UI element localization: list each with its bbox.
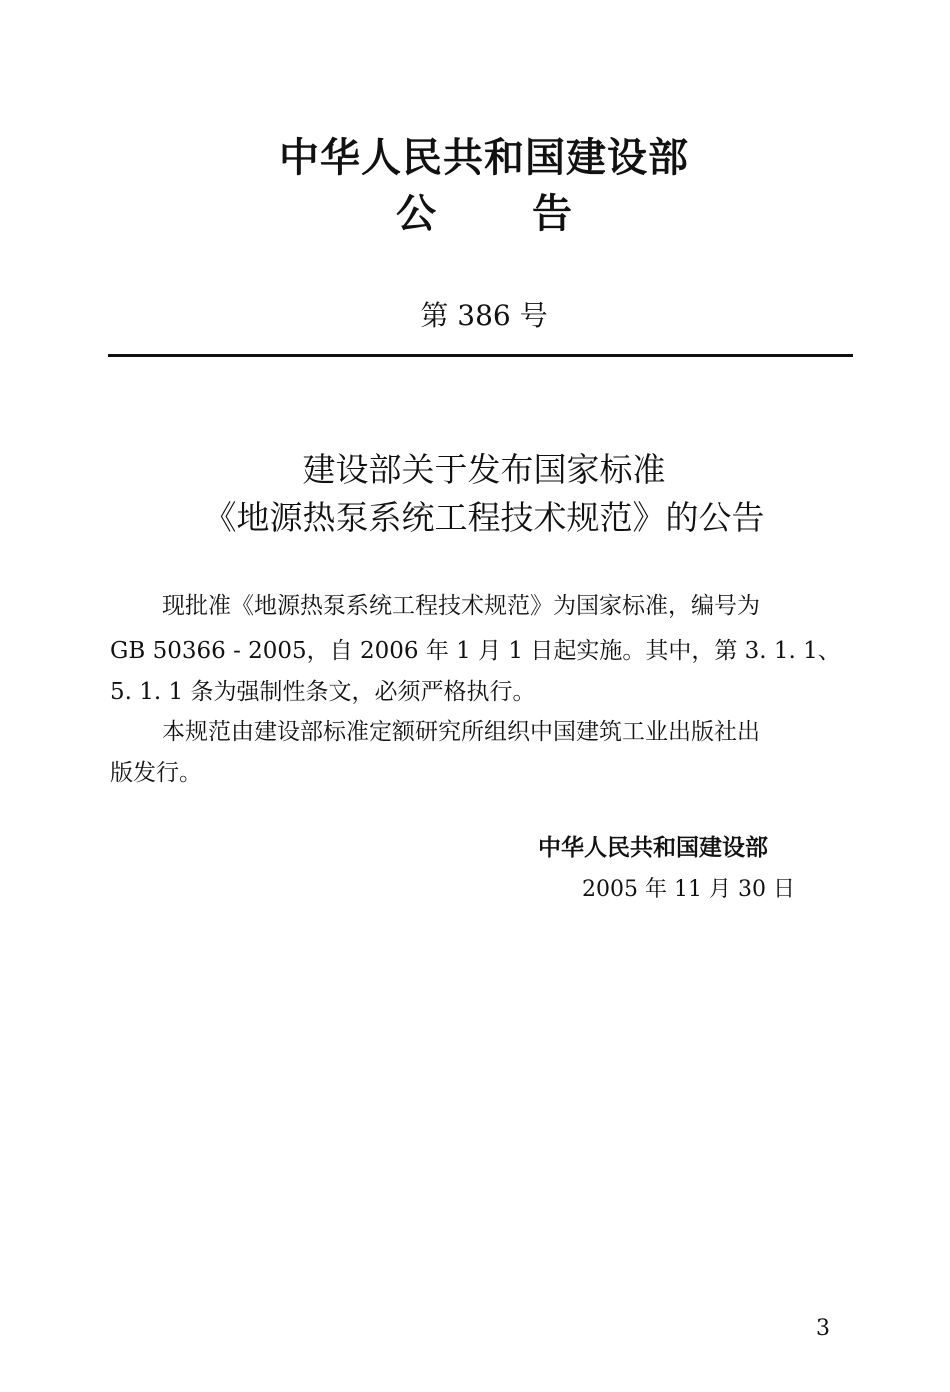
body-paragraph-2-line-2: 版发行。	[110, 760, 202, 786]
body-paragraph-1-line-1: 现批准《地源热泵系统工程技术规范》为国家标准，编号为	[162, 593, 760, 619]
signature-organization: 中华人民共和国建设部	[538, 835, 768, 861]
body-paragraph-2-line-1: 本规范由建设部标准定额研究所组织中国建筑工业出版社出	[162, 719, 760, 745]
signature-date: 2005 年 11 月 30 日	[582, 877, 795, 902]
notice-heading: 公告	[396, 191, 668, 237]
subject-line-1: 建设部关于发布国家标准	[302, 450, 666, 489]
ministry-title: 中华人民共和国建设部	[279, 135, 689, 181]
header-divider	[108, 354, 853, 357]
body-paragraph-1-line-2: GB 50366 - 2005，自 2006 年 1 月 1 日起实施。其中，第 3. 1. 1、	[110, 638, 841, 664]
page-number: 3	[816, 1316, 830, 1341]
notice-number: 第 386 号	[420, 299, 548, 332]
body-paragraph-1-line-3: 5. 1. 1 条为强制性条文，必须严格执行。	[110, 679, 536, 705]
subject-line-2: 《地源热泵系统工程技术规范》的公告	[203, 498, 765, 537]
